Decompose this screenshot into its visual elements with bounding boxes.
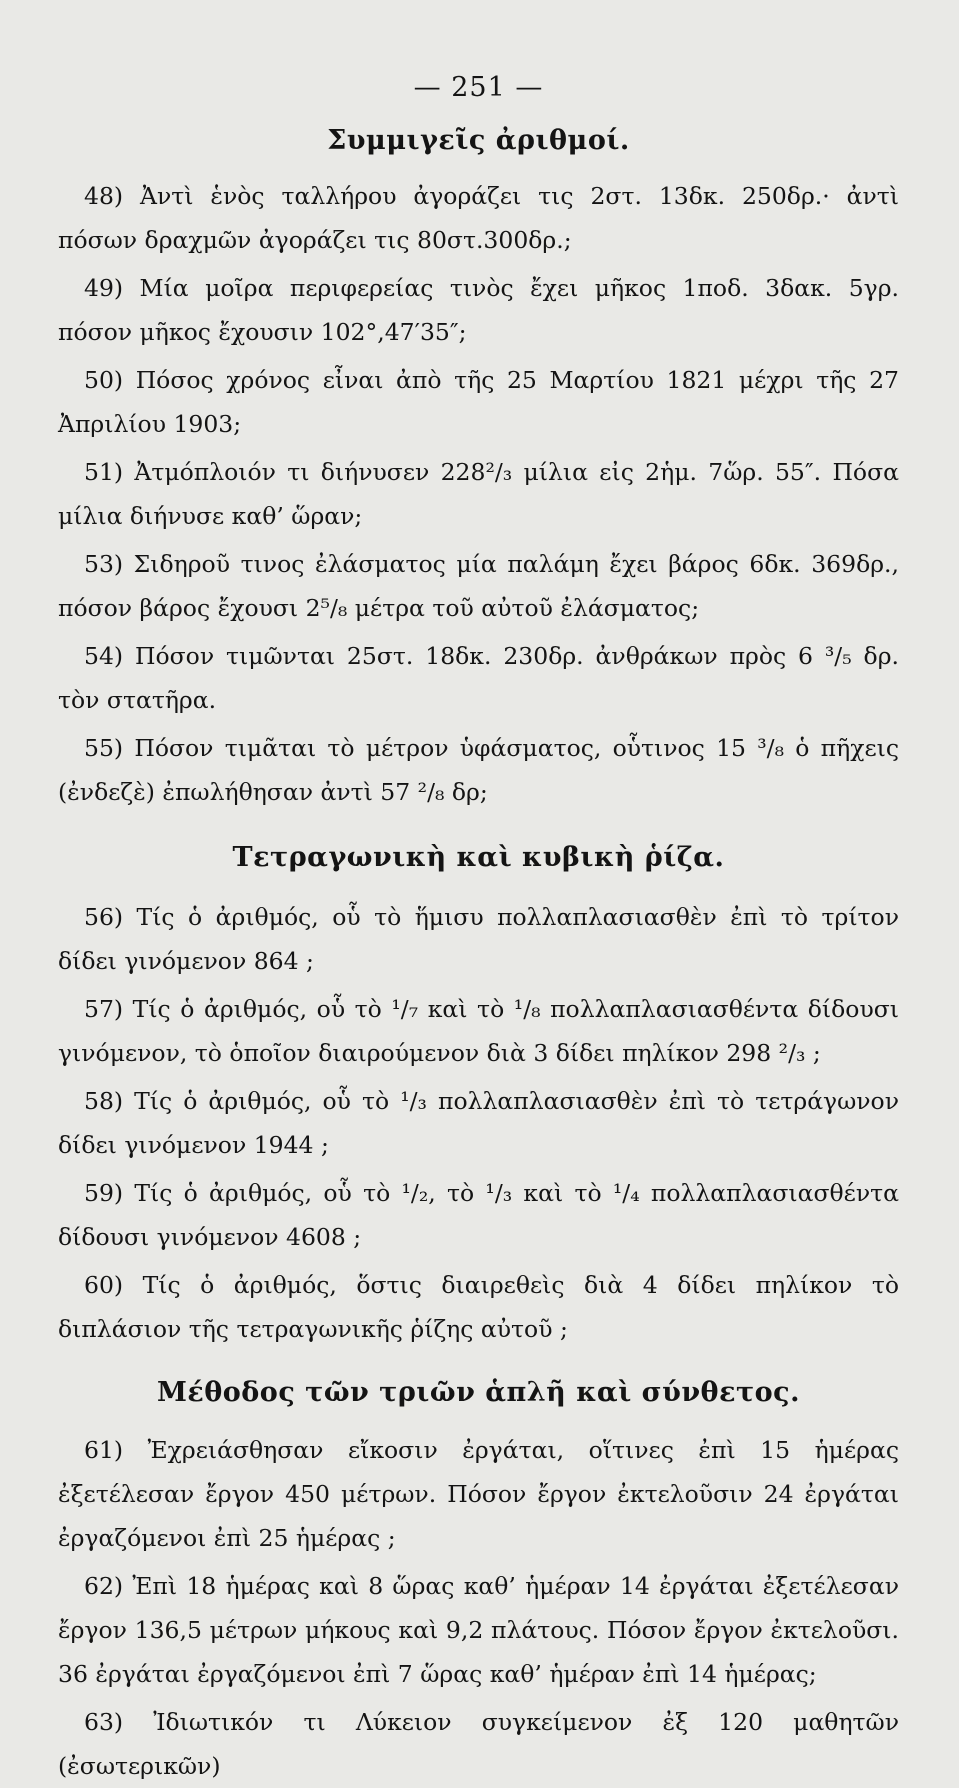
problem-55	[58, 726, 899, 814]
problem-53	[58, 542, 899, 630]
problem-number: 51)	[84, 458, 124, 486]
problem-text: Πόσον τιμῶνται 25στ. 18δκ. 230δρ. ἀνθράκων πρὸς 6 ³/₅ δρ. τὸν στατῆρα.	[58, 642, 899, 714]
section-title-rule-of-three: Μέθοδος τῶν τριῶν ἁπλῆ καὶ σύνθετος.	[156, 1377, 800, 1408]
problem-text: Μία μοῖρα περιφερείας τινὸς ἔχει μῆκος 1ποδ. 3δακ. 5γρ. πόσον μῆκος ἔχουσιν 102°,47′35″;	[58, 274, 899, 346]
problem-text: Ἀτμόπλοιόν τι διήνυσεν 228²/₃ μίλια εἰς 2ἡμ. 7ὥρ. 55″. Πόσα μίλια διήνυσε καθ’ ὥραν;	[58, 458, 899, 530]
problem-text: Τίς ὁ ἀριθμός, οὗ τὸ ¹/₇ καὶ τὸ ¹/₈ πολλαπλασιασθέντα δίδουσι γινόμενον, τὸ ὁποῖον διαιρούμενον διὰ 3 δίδει πηλίκον 298 ²/₃ ;	[58, 995, 899, 1067]
problem-51	[58, 450, 899, 538]
problem-number: 62)	[84, 1572, 124, 1600]
problem-56	[58, 895, 899, 983]
problem-63	[58, 1700, 899, 1788]
section-title-roots: Τετραγωνικὴ καὶ κυβικὴ ῥίζα.	[232, 842, 725, 873]
problem-58	[58, 1079, 899, 1167]
problem-50	[58, 358, 899, 446]
problem-48	[58, 174, 899, 262]
problem-text: Τίς ὁ ἀριθμός, οὗ τὸ ἥμισυ πολλαπλασιασθὲν ἐπὶ τὸ τρίτον δίδει γινόμενον 864 ;	[58, 903, 899, 975]
problem-text: Τίς ὁ ἀριθμός, οὗ τὸ ¹/₃ πολλαπλασιασθὲν ἐπὶ τὸ τετράγωνον δίδει γινόμενον 1944 ;	[58, 1087, 899, 1159]
problem-text: Πόσον τιμᾶται τὸ μέτρον ὑφάσματος, οὗτινος 15 ³/₈ ὁ πῆχεις (ἐνδεζὲ) ἐπωλήθησαν ἀντὶ 57 ²/₈ δρ;	[58, 734, 899, 806]
page-number: — 251 —	[413, 72, 544, 103]
problem-60	[58, 1263, 899, 1351]
problem-text: Ἀντὶ ἑνὸς ταλλήρου ἀγοράζει τις 2στ. 13δκ. 250δρ.· ἀντὶ πόσων δραχμῶν ἀγοράζει τις 80στ.300δρ.;	[58, 182, 899, 254]
problem-text: Πόσος χρόνος εἶναι ἀπὸ τῆς 25 Μαρτίου 1821 μέχρι τῆς 27 Ἀπριλίου 1903;	[58, 366, 899, 438]
problem-text: Τίς ὁ ἀριθμός, οὗ τὸ ¹/₂, τὸ ¹/₃ καὶ τὸ ¹/₄ πολλαπλασιασθέντα δίδουσι γινόμενον 4608 ;	[58, 1179, 899, 1251]
problem-57	[58, 987, 899, 1075]
problem-54	[58, 634, 899, 722]
problem-49	[58, 266, 899, 354]
problem-62	[58, 1564, 899, 1696]
problem-number: 48)	[84, 182, 124, 210]
problem-text: Τίς ὁ ἀριθμός, ὅστις διαιρεθεὶς διὰ 4 δίδει πηλίκον τὸ διπλάσιον τῆς τετραγωνικῆς ῥίζης αὐτοῦ ;	[58, 1271, 899, 1343]
problem-number: 63)	[84, 1708, 124, 1736]
problem-number: 53)	[84, 550, 124, 578]
section-title-mixed-numbers: Συμμιγεῖς ἀριθμοί.	[327, 125, 630, 156]
problem-text: Ἐχρειάσθησαν εἴκοσιν ἐργάται, οἵτινες ἐπὶ 15 ἡμέρας ἐξετέλεσαν ἔργον 450 μέτρων. Πόσον ἔργον ἐκτελοῦσιν 24 ἐργάται ἐργαζόμενοι ἐπὶ 25 ἡμέρας ;	[58, 1436, 899, 1552]
problem-number: 54)	[84, 642, 124, 670]
problem-text: Σιδηροῦ τινος ἐλάσματος μία παλάμη ἔχει βάρος 6δκ. 369δρ., πόσον βάρος ἔχουσι 2⁵/₈ μέτρα τοῦ αὐτοῦ ἐλάσματος;	[58, 550, 899, 622]
problem-number: 49)	[84, 274, 124, 302]
problem-number: 57)	[84, 995, 124, 1023]
problem-number: 60)	[84, 1271, 124, 1299]
problem-61	[58, 1428, 899, 1560]
problem-number: 50)	[84, 366, 124, 394]
problem-number: 59)	[84, 1179, 124, 1207]
problem-number: 61)	[84, 1436, 124, 1464]
problem-number: 58)	[84, 1087, 124, 1115]
problem-number: 56)	[84, 903, 124, 931]
problem-text: Ἐπὶ 18 ἡμέρας καὶ 8 ὥρας καθ’ ἡμέραν 14 ἐργάται ἐξετέλεσαν ἔργον 136,5 μέτρων μήκους καὶ 9,2 πλάτους. Πόσον ἔργον ἐκτελοῦσι. 36 ἐργάται ἐργαζόμενοι ἐπὶ 7 ὥρας καθ’ ἡμέραν ἐπὶ 14 ἡμέρας;	[58, 1572, 899, 1688]
problem-59	[58, 1171, 899, 1259]
problem-text: Ἰδιωτικόν τι Λύκειον συγκείμενον ἐξ 120 μαθητῶν (ἐσωτερικῶν)	[58, 1708, 899, 1780]
problem-number: 55)	[84, 734, 124, 762]
